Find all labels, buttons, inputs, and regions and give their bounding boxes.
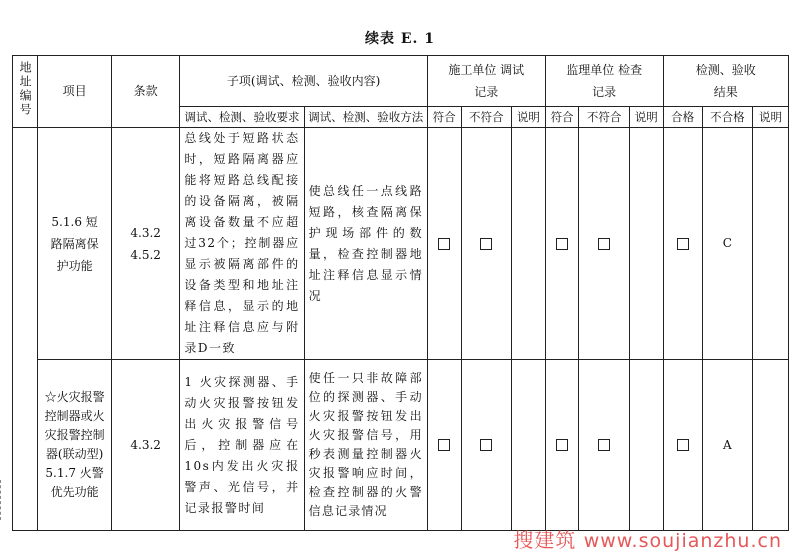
header-nonconform-2: 不符合 [579, 107, 630, 128]
header-note-3: 说明 [753, 107, 789, 128]
header-supervision-record: 监理单位 检查记录 [545, 56, 663, 107]
watermark-cn: 搜建筑 [513, 528, 577, 552]
row2-requirement: 1 火灾探测器、手动火灾报警按钮发出火灾报警信号后，控制器应在10s内发出火灾报警声、光信号，并记录报警时间 [180, 360, 304, 531]
row1-requirement: 总线处于短路状态时，短路隔离器应能将短路总线配接的设备隔离，被隔离设备数量不应超过32个；控制器应显示被隔离部件的设备类型和地址注释信息，显示的地址注释信息应与附录D一致 [180, 128, 304, 360]
header-inspection-result: 检测、验收 结果 [663, 56, 788, 107]
row1-result-grade: C [702, 128, 753, 360]
header-note-1: 说明 [512, 107, 546, 128]
row1-result-note[interactable] [753, 128, 789, 360]
checkbox-icon [438, 238, 450, 250]
checkbox-icon [556, 439, 568, 451]
header-nonconform-1: 不符合 [461, 107, 512, 128]
checkbox-icon [480, 238, 492, 250]
page-edge-mark [0, 480, 4, 520]
row1-note-cell[interactable] [512, 128, 546, 360]
row2-method: 使任一只非故障部位的探测器、手动火灾报警按钮发出火灾报警信号，用秒表测量控制器火灾报警响应时间，检查控制器的火警信息记录情况 [304, 360, 427, 531]
header-note-2: 说明 [629, 107, 663, 128]
row2-clause: 4.3.2 [111, 360, 179, 531]
header-subitem: 子项(调试、检测、验收内容) [180, 56, 427, 107]
checkbox-icon [598, 439, 610, 451]
table-row [13, 128, 789, 360]
checkbox-icon [556, 238, 568, 250]
row2-nonconform-checkbox[interactable] [461, 360, 512, 531]
checkbox-icon [677, 439, 689, 451]
row1-method: 使总线任一点线路短路，核查隔离保护现场部件的数量，检查控制器地址注释信息显示情况 [304, 128, 427, 360]
row2-note-cell[interactable] [512, 360, 546, 531]
row1-pass-checkbox[interactable] [663, 128, 702, 360]
watermark [513, 524, 782, 553]
inspection-table [12, 55, 789, 531]
row2-conform-checkbox[interactable] [427, 360, 461, 531]
header-fail: 不合格 [702, 107, 753, 128]
checkbox-icon [598, 238, 610, 250]
header-pass: 合格 [663, 107, 702, 128]
row1-clause: 4.3.2 4.5.2 [111, 128, 179, 360]
header-conform-1: 符合 [427, 107, 461, 128]
checkbox-icon [480, 439, 492, 451]
header-conform-2: 符合 [545, 107, 579, 128]
header-address-number: 地址编号 [13, 56, 38, 128]
row2-item: ☆火灾报警控制器或火灾报警控制器(联动型) 5.1.7 火警优先功能 [38, 360, 112, 531]
table-row [13, 360, 789, 531]
row2-sup-conform-checkbox[interactable] [545, 360, 579, 531]
checkbox-icon [438, 439, 450, 451]
watermark-url: www.soujianzhu.cn [583, 530, 782, 552]
row2-result-grade: A [702, 360, 753, 531]
header-clause: 条款 [111, 56, 179, 128]
row1-sup-nonconform-checkbox[interactable] [579, 128, 630, 360]
row2-result-note[interactable] [753, 360, 789, 531]
header-item: 项目 [38, 56, 112, 128]
header-construction-record: 施工单位 调试记录 [427, 56, 545, 107]
row1-sup-note-cell[interactable] [629, 128, 663, 360]
row1-sup-conform-checkbox[interactable] [545, 128, 579, 360]
address-number-cell [13, 128, 38, 531]
checkbox-icon [677, 238, 689, 250]
row1-nonconform-checkbox[interactable] [461, 128, 512, 360]
header-requirement: 调试、检测、验收要求 [180, 107, 304, 128]
row2-pass-checkbox[interactable] [663, 360, 702, 531]
table-title: 续表 E. 1 [364, 31, 436, 47]
row2-sup-note-cell[interactable] [629, 360, 663, 531]
row1-item: 5.1.6 短路隔离保护功能 [38, 128, 112, 360]
row2-sup-nonconform-checkbox[interactable] [579, 360, 630, 531]
header-method: 调试、检测、验收方法 [304, 107, 427, 128]
row1-conform-checkbox[interactable] [427, 128, 461, 360]
